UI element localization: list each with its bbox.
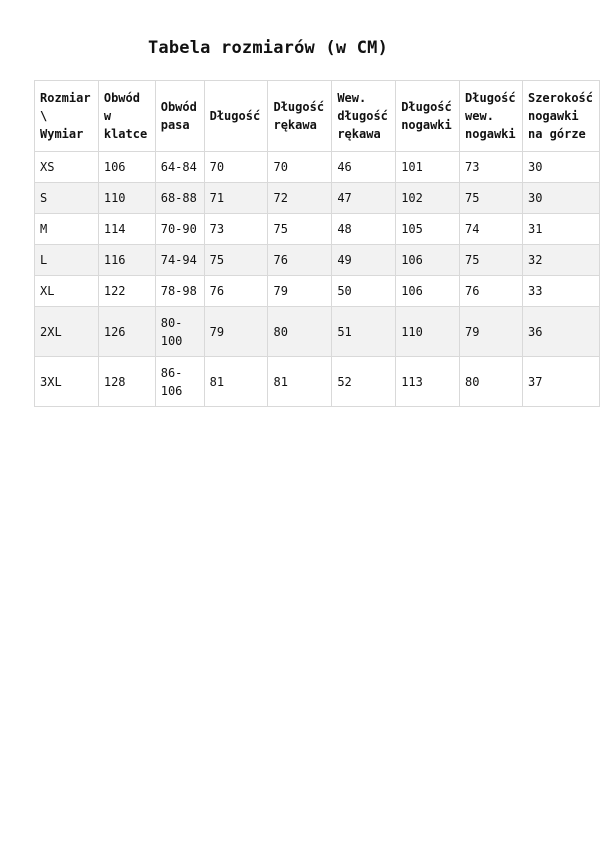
header-inner-leg-length: Długość wew. nogawki [460,81,523,152]
page-title: Tabela rozmiarów (w CM) [148,38,389,58]
table-cell: 51 [332,307,396,357]
table-cell: 101 [396,152,460,183]
table-cell: 126 [98,307,155,357]
table-cell: 106 [98,152,155,183]
table-row [35,307,600,357]
table-cell: 30 [522,183,599,214]
table-cell: 81 [268,357,332,407]
header-sleeve-length: Długość rękawa [268,81,332,152]
table-cell: 79 [268,276,332,307]
table-cell: 80 [460,357,523,407]
table-cell: 75 [268,214,332,245]
table-cell: 76 [460,276,523,307]
table-cell: 110 [396,307,460,357]
table-cell: 80 [268,307,332,357]
table-cell: L [35,245,99,276]
header-inner-sleeve-length: Wew. długość rękawa [332,81,396,152]
table-cell: S [35,183,99,214]
table-cell: 68-88 [155,183,204,214]
table-row [35,183,600,214]
table-cell: 50 [332,276,396,307]
table-cell: 73 [204,214,268,245]
table-cell: 48 [332,214,396,245]
table-cell: 71 [204,183,268,214]
table-cell: 76 [268,245,332,276]
table-cell: 106 [396,245,460,276]
table-cell: 86- 106 [155,357,204,407]
table-cell: 73 [460,152,523,183]
table-cell: 106 [396,276,460,307]
table-cell: 75 [204,245,268,276]
table-cell: 128 [98,357,155,407]
table-row [35,152,600,183]
table-cell: M [35,214,99,245]
table-row [35,245,600,276]
table-cell: 52 [332,357,396,407]
table-row [35,357,600,407]
table-cell: 2XL [35,307,99,357]
header-leg-length: Długość nogawki [396,81,460,152]
table-cell: XS [35,152,99,183]
table-cell: 116 [98,245,155,276]
table-row [35,214,600,245]
header-size-dimension: Rozmiar \ Wymiar [35,81,99,152]
table-cell: XL [35,276,99,307]
header-chest-circumference: Obwód w klatce [98,81,155,152]
table-cell: 70-90 [155,214,204,245]
table-cell: 79 [204,307,268,357]
header-waist-circumference: Obwód pasa [155,81,204,152]
table-cell: 36 [522,307,599,357]
table-cell: 74-94 [155,245,204,276]
size-chart-table [34,80,600,407]
header-leg-width-top: Szerokość nogawki na górze [522,81,599,152]
table-cell: 72 [268,183,332,214]
table-cell: 30 [522,152,599,183]
table-cell: 74 [460,214,523,245]
table-cell: 70 [204,152,268,183]
table-cell: 113 [396,357,460,407]
table-cell: 80- 100 [155,307,204,357]
table-cell: 37 [522,357,599,407]
table-cell: 31 [522,214,599,245]
table-cell: 75 [460,245,523,276]
header-length: Długość [204,81,268,152]
table-cell: 70 [268,152,332,183]
table-cell: 46 [332,152,396,183]
table-cell: 3XL [35,357,99,407]
table-cell: 110 [98,183,155,214]
table-cell: 81 [204,357,268,407]
table-cell: 49 [332,245,396,276]
table-cell: 122 [98,276,155,307]
table-row [35,276,600,307]
table-header-row [35,81,600,152]
table-cell: 47 [332,183,396,214]
table-cell: 75 [460,183,523,214]
table-cell: 78-98 [155,276,204,307]
table-cell: 76 [204,276,268,307]
table-cell: 32 [522,245,599,276]
table-cell: 105 [396,214,460,245]
table-cell: 64-84 [155,152,204,183]
table-cell: 33 [522,276,599,307]
table-cell: 79 [460,307,523,357]
table-cell: 114 [98,214,155,245]
table-cell: 102 [396,183,460,214]
